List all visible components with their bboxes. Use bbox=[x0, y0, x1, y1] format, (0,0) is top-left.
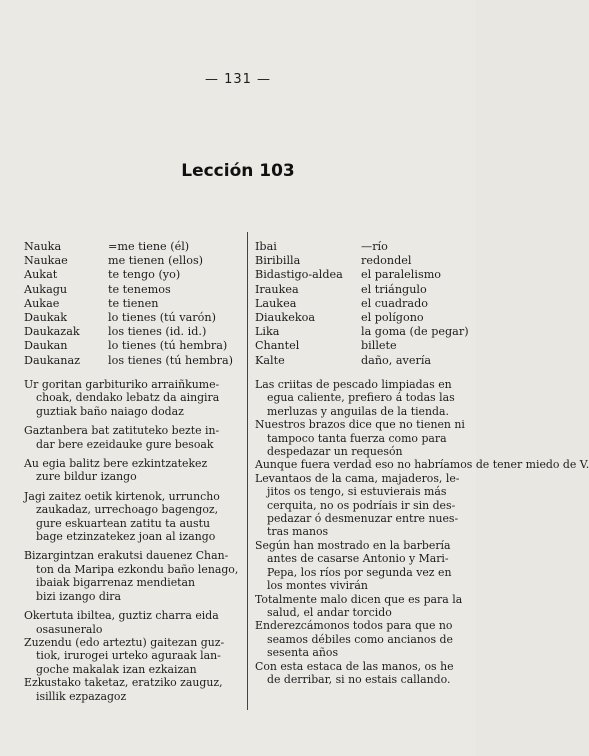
sentence-line: seamos débiles como ancianos de bbox=[267, 632, 453, 646]
sentence-line: osasuneralo bbox=[36, 622, 103, 636]
sentence bbox=[24, 636, 242, 676]
spanish-translation: los tienes (tú hembra) bbox=[108, 353, 234, 367]
sentence-line: Aunque fuera verdad eso no habríamos de tener miedo de V. bbox=[255, 458, 589, 472]
sentence-line: Con esta estaca de las manos, os he bbox=[255, 659, 454, 673]
spanish-translation: lo tienes (tú hembra) bbox=[108, 339, 228, 353]
basque-word: Daukazak bbox=[24, 325, 80, 339]
sentence-line: antes de casarse Antonio y Mari- bbox=[267, 552, 449, 566]
sentence-line: Nuestros brazos dice que no tienen ni bbox=[255, 418, 465, 432]
basque-word: Aukae bbox=[24, 296, 60, 310]
basque-word: Diaukekoa bbox=[255, 310, 316, 324]
basque-word: Aukat bbox=[24, 268, 58, 282]
basque-word: Chantel bbox=[255, 339, 300, 353]
column-divider bbox=[247, 232, 248, 710]
sentence-line: choak, dendako lebatz da aingira bbox=[36, 391, 220, 405]
sentence bbox=[255, 472, 470, 539]
sentence bbox=[24, 457, 242, 484]
sentence-line: tras manos bbox=[267, 525, 329, 539]
basque-word: Daukanaz bbox=[24, 353, 81, 367]
basque-word: Aukagu bbox=[24, 282, 68, 296]
sentence-line: Levantaos de la cama, majaderos, le- bbox=[255, 471, 460, 485]
basque-word: Bidastigo-aldea bbox=[255, 268, 343, 282]
spanish-translation: lo tienes (tú varón) bbox=[108, 310, 216, 324]
page-number: — 131 — bbox=[204, 72, 272, 87]
sentence-line: Las criitas de pescado limpiadas en bbox=[255, 378, 452, 391]
sentence-line: ton da Maripa ezkondu baño lenago, bbox=[36, 562, 239, 576]
sentence-line: isillik ezpazagoz bbox=[36, 689, 127, 703]
sentence bbox=[24, 609, 242, 636]
sentence bbox=[255, 619, 470, 659]
spanish-translation: te tenemos bbox=[108, 282, 171, 296]
sentence-line: egua caliente, prefiero á todas las bbox=[267, 391, 455, 405]
basque-word: Ibai bbox=[255, 240, 277, 253]
basque-word: Naukae bbox=[24, 254, 68, 268]
spanish-translation: el triángulo bbox=[361, 282, 427, 296]
spanish-translation: el polígono bbox=[361, 310, 424, 324]
spanish-translation: te tengo (yo) bbox=[108, 268, 181, 282]
spanish-translation: redondel bbox=[361, 254, 412, 268]
sentence-line: Gaztanbera bat zatituteko bezte in- bbox=[24, 424, 220, 438]
basque-word: Lika bbox=[255, 325, 280, 339]
basque-word: Daukan bbox=[24, 339, 68, 353]
basque-word: Kalte bbox=[255, 353, 285, 367]
sentence-line: Ezkustako taketaz, eratziko zauguz, bbox=[24, 676, 223, 690]
sentence bbox=[255, 539, 470, 593]
spanish-translation: el cuadrado bbox=[361, 296, 428, 310]
sentence bbox=[255, 593, 470, 620]
spanish-translation: =me tiene (él) bbox=[108, 240, 190, 253]
basque-word: Nauka bbox=[24, 240, 62, 253]
sentence-line: merluzas y anguilas de la tienda. bbox=[267, 404, 449, 418]
spanish-translation: la goma (de pegar) bbox=[361, 325, 469, 339]
sentence-line: Jagi zaitez oetik kirtenok, urruncho bbox=[24, 489, 220, 503]
sentence bbox=[255, 660, 470, 687]
sentence-line: goche makalak izan ezkaizan bbox=[36, 662, 197, 676]
spanish-translation: los tienes (id. id.) bbox=[108, 325, 207, 339]
sentence-line: Bizargintzan erakutsi dauenez Chan- bbox=[24, 549, 229, 563]
sentence-line: bage etzinzatekez joan al izango bbox=[36, 530, 216, 544]
sentence bbox=[24, 676, 242, 703]
lesson-title: Lección 103 bbox=[181, 161, 295, 181]
sentence bbox=[255, 378, 470, 418]
sentence-line: zaukadaz, urrechoago bagengoz, bbox=[36, 503, 219, 517]
spanish-translation: te tienen bbox=[108, 296, 159, 310]
sentence-line: jitos os tengo, si estuvierais más bbox=[267, 485, 447, 499]
sentence bbox=[24, 549, 242, 603]
basque-word: Laukea bbox=[255, 296, 297, 310]
spanish-sentences bbox=[255, 378, 589, 686]
sentence-line: tiok, irurogei urteko aguraak lan- bbox=[36, 649, 221, 663]
sentence-line: despedazar un requesón bbox=[267, 445, 403, 459]
spanish-translation: me tienen (ellos) bbox=[108, 254, 204, 268]
sentence-line: guztiak baño naiago dodaz bbox=[36, 404, 184, 418]
sentence bbox=[255, 458, 589, 472]
basque-word: Biribilla bbox=[255, 254, 301, 268]
spanish-translation: —río bbox=[361, 240, 388, 253]
sentence-line: cerquita, no os podríais ir sin des- bbox=[267, 498, 456, 512]
basque-word: Iraukea bbox=[255, 282, 299, 296]
sentence-line: bizi izango dira bbox=[36, 589, 122, 603]
sentence-line: de derribar, si no estais callando. bbox=[267, 672, 451, 686]
sentence-line: Pepa, los ríos por segunda vez en bbox=[267, 565, 452, 579]
spanish-translation: daño, avería bbox=[361, 353, 432, 367]
sentence bbox=[24, 424, 242, 451]
sentence-line: Au egia balitz bere ezkintzatekez bbox=[24, 457, 208, 471]
basque-sentences bbox=[24, 378, 242, 703]
sentence-line: Zuzendu (edo arteztu) gaitezan guz- bbox=[24, 635, 225, 649]
sentence-line: Totalmente malo dicen que es para la bbox=[255, 592, 463, 606]
sentence bbox=[255, 418, 470, 458]
sentence-line: zure bildur izango bbox=[36, 470, 137, 484]
sentence-line: tampoco tanta fuerza como para bbox=[267, 431, 447, 445]
spanish-translation: billete bbox=[361, 339, 397, 353]
sentence-line: sesenta años bbox=[267, 646, 339, 660]
sentence-line: Ur goritan garbituriko arraiñkume- bbox=[24, 378, 220, 391]
sentence-line: dar bere ezeidauke gure besoak bbox=[36, 437, 214, 451]
sentence bbox=[24, 378, 242, 418]
sentence-line: los montes vivirán bbox=[267, 579, 368, 593]
sentence-line: Enderezcámonos todos para que no bbox=[255, 619, 453, 633]
sentence-line: gure eskuartean zatitu ta austu bbox=[36, 516, 210, 530]
sentence-line: pedazar ó desmenuzar entre nues- bbox=[267, 512, 459, 526]
sentence-line: Según han mostrado en la barbería bbox=[255, 538, 451, 552]
basque-word: Daukak bbox=[24, 310, 68, 324]
spanish-translation: el paralelismo bbox=[361, 268, 442, 282]
sentence bbox=[24, 490, 242, 544]
sentence-line: salud, el andar torcido bbox=[267, 605, 392, 619]
sentence-line: Okertuta ibiltea, guztiz charra eida bbox=[24, 609, 219, 623]
sentence-line: ibaiak bigarrenaz mendietan bbox=[36, 576, 196, 590]
